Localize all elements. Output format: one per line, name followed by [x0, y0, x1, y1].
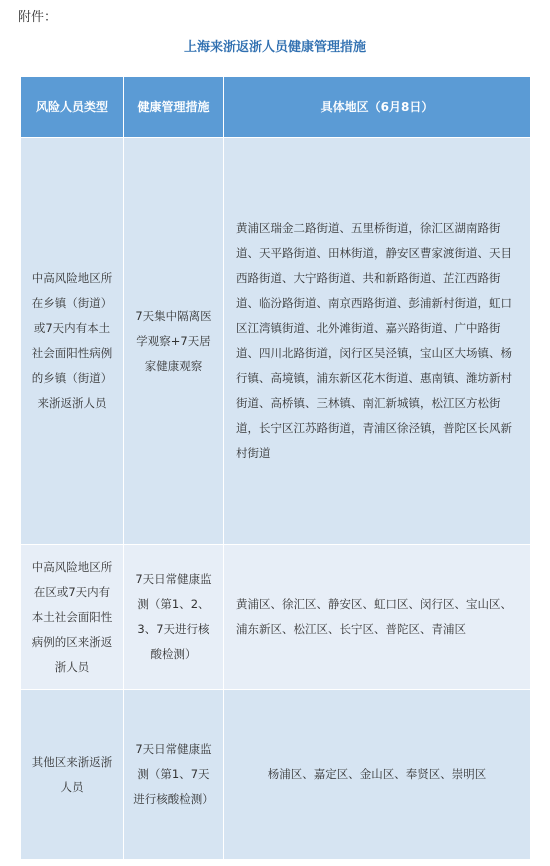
risk-type-cell: 中高风险地区所在区或7天内有本土社会面阳性病例的区来浙返浙人员 [21, 545, 124, 690]
header-specific-areas: 具体地区（6月8日） [224, 77, 531, 138]
areas-cell: 杨浦区、嘉定区、金山区、奉贤区、崇明区 [224, 690, 531, 860]
health-measures-table [20, 76, 531, 860]
header-health-measure: 健康管理措施 [124, 77, 224, 138]
risk-type-cell: 其他区来浙返浙人员 [21, 690, 124, 860]
risk-type-cell: 中高风险地区所在乡镇（街道）或7天内有本土社会面阳性病例的乡镇（街道）来浙返浙人员 [21, 138, 124, 545]
areas-cell: 黄浦区瑞金二路街道、五里桥街道，徐汇区湖南路街道、天平路街道、田林街道，静安区曹家渡街道、天目西路街道、大宁路街道、共和新路街道、芷江西路街道、临汾路街道、南京西路街道、彭浦新村街道，虹口区江湾镇街道、北外滩街道、嘉兴路街道、广中路街道、四川北路街道，闵行区吴泾镇，宝山区大场镇、杨行镇、高境镇，浦东新区花木街道、惠南镇、潍坊新村街道、高桥镇、三林镇、南汇新城镇，松江区方松街道，长宁区江苏路街道，青浦区徐泾镇，普陀区长风新村街道 [224, 138, 531, 545]
areas-cell: 黄浦区、徐汇区、静安区、虹口区、闵行区、宝山区、浦东新区、松江区、长宁区、普陀区、青浦区 [224, 545, 531, 690]
document-title: 上海来浙返浙人员健康管理措施 [183, 40, 366, 55]
measure-cell: 7天日常健康监测（第1、2、3、7天进行核酸检测） [124, 545, 224, 690]
table-row [21, 690, 531, 860]
table-row [21, 545, 531, 690]
measure-cell: 7天集中隔离医学观察+7天居家健康观察 [124, 138, 224, 545]
table-header-row [21, 77, 531, 138]
measure-cell: 7天日常健康监测（第1、7天进行核酸检测） [124, 690, 224, 860]
attachment-label: 附件： [18, 10, 58, 25]
table-row [21, 138, 531, 545]
header-risk-type: 风险人员类型 [21, 77, 124, 138]
